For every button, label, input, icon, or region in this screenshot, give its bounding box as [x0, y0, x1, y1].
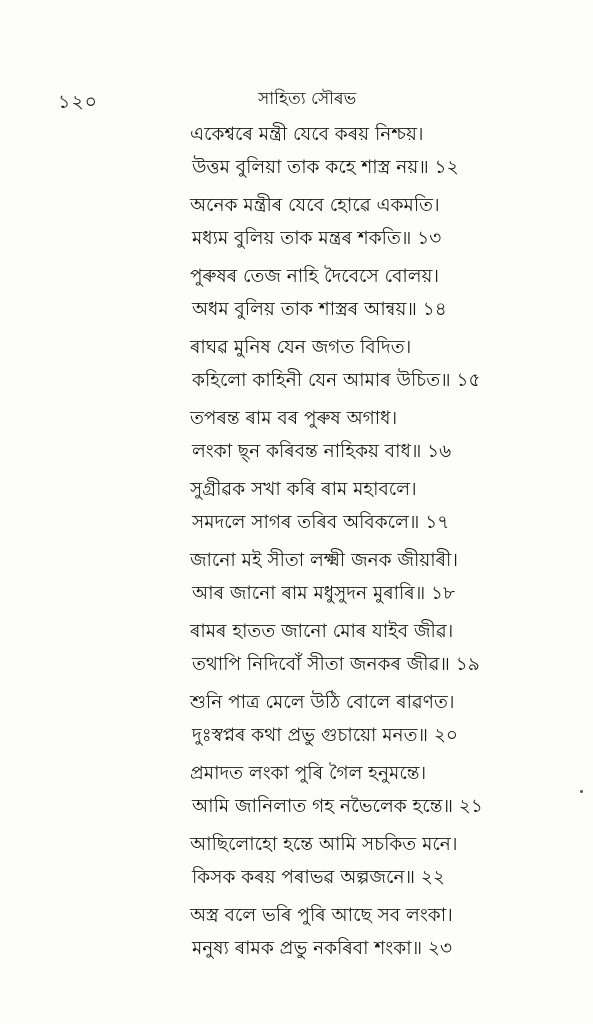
couplet-13: [192, 189, 572, 255]
couplet-17: [192, 473, 572, 539]
verse-line: অস্ত্ৰ বলে ভৰি পুৰি আছে সব লংকা।: [190, 905, 453, 926]
verse-line: অনেক মন্ত্ৰীৰ যেবে হোৱে একমতি।: [190, 195, 440, 216]
verse-line: ৰাঘৱ মুনিষ যেন জগত বিদিত।: [190, 337, 412, 358]
couplet-16: [192, 402, 572, 468]
verse-line: লংকা ছ্ন কৰিবন্ত নাহিকয় বাধ॥ ১৬: [192, 441, 452, 462]
page-number: ১২০: [58, 91, 99, 113]
verse-line: দুঃস্বপ্নৰ কথা প্ৰভু গুচায়ো মনত॥ ২০: [192, 725, 458, 746]
verse-line: তপৰন্ত ৰাম বৰ পুৰুষ অগাধ।: [190, 408, 398, 429]
verse-line: শুনি পাত্ৰ মেলে উঠি বোলে ৰাৱণত।: [190, 692, 455, 713]
verse-line: উত্তম বুলিয়া তাক কহে শাস্ত্ৰ নয়॥ ১২: [192, 157, 459, 178]
verse-line: কিসক কৰয় পৰাভৱ অল্পজনে॥ ২২: [192, 867, 445, 888]
verse-line: আমি জানিলাত গহ নভৈলেক হন্তে॥ ২১: [192, 796, 483, 817]
running-title: সাহিত্য সৌৰভ: [258, 89, 357, 109]
verse-line: আছিলোহো হন্তে আমি সচকিত মনে।: [190, 834, 458, 855]
verse-line: প্ৰমাদত লংকা পুৰি গৈল হনুমন্তে।: [190, 763, 427, 784]
couplet-20: [192, 686, 572, 752]
verse-line: পুৰুষৰ তেজ নাহি দৈবেসে বোলয়।: [190, 266, 440, 287]
verse-block: [192, 118, 572, 970]
verse-line: অধম বুলিয় তাক শাস্ত্ৰৰ আন্বয়॥ ১৪: [192, 299, 447, 320]
couplet-21: [192, 757, 572, 823]
verse-line: সমদলে সাগৰ তৰিব অবিকলে॥ ১৭: [192, 512, 450, 533]
margin-speck: [580, 790, 583, 793]
couplet-18: [192, 544, 572, 610]
verse-line: একেশ্বৰে মন্ত্ৰী যেবে কৰয় নিশ্চয়।: [190, 124, 424, 145]
verse-line: কহিলো কাহিনী যেন আমাৰ উচিত॥ ১৫: [192, 370, 481, 391]
verse-line: ৰামৰ হাতত জানো মোৰ যাইব জীৱ।: [190, 621, 454, 642]
verse-line: সুগ্ৰীৱক সখা কৰি ৰাম মহাবলে।: [190, 479, 417, 500]
verse-line: মধ্যম বুলিয় তাক মন্ত্ৰৰ শকতি॥ ১৩: [192, 228, 442, 249]
couplet-19: [192, 615, 572, 681]
verse-line: আৰ জানো ৰাম মধুসুদন মুৰাৰি॥ ১৮: [192, 583, 456, 604]
couplet-22: [192, 828, 572, 894]
couplet-12: [192, 118, 572, 184]
couplet-14: [192, 260, 572, 326]
verse-line: মনুষ্য ৰামক প্ৰভু নকৰিবা শংকা॥ ২৩: [192, 938, 452, 959]
couplet-23: [192, 899, 572, 965]
verse-line: তথাপি নিদিবোঁ সীতা জনকৰ জীৱ॥ ১৯: [192, 654, 480, 675]
couplet-15: [192, 331, 572, 397]
verse-line: জানো মই সীতা লক্ষ্মী জনক জীয়াৰী।: [190, 550, 458, 571]
